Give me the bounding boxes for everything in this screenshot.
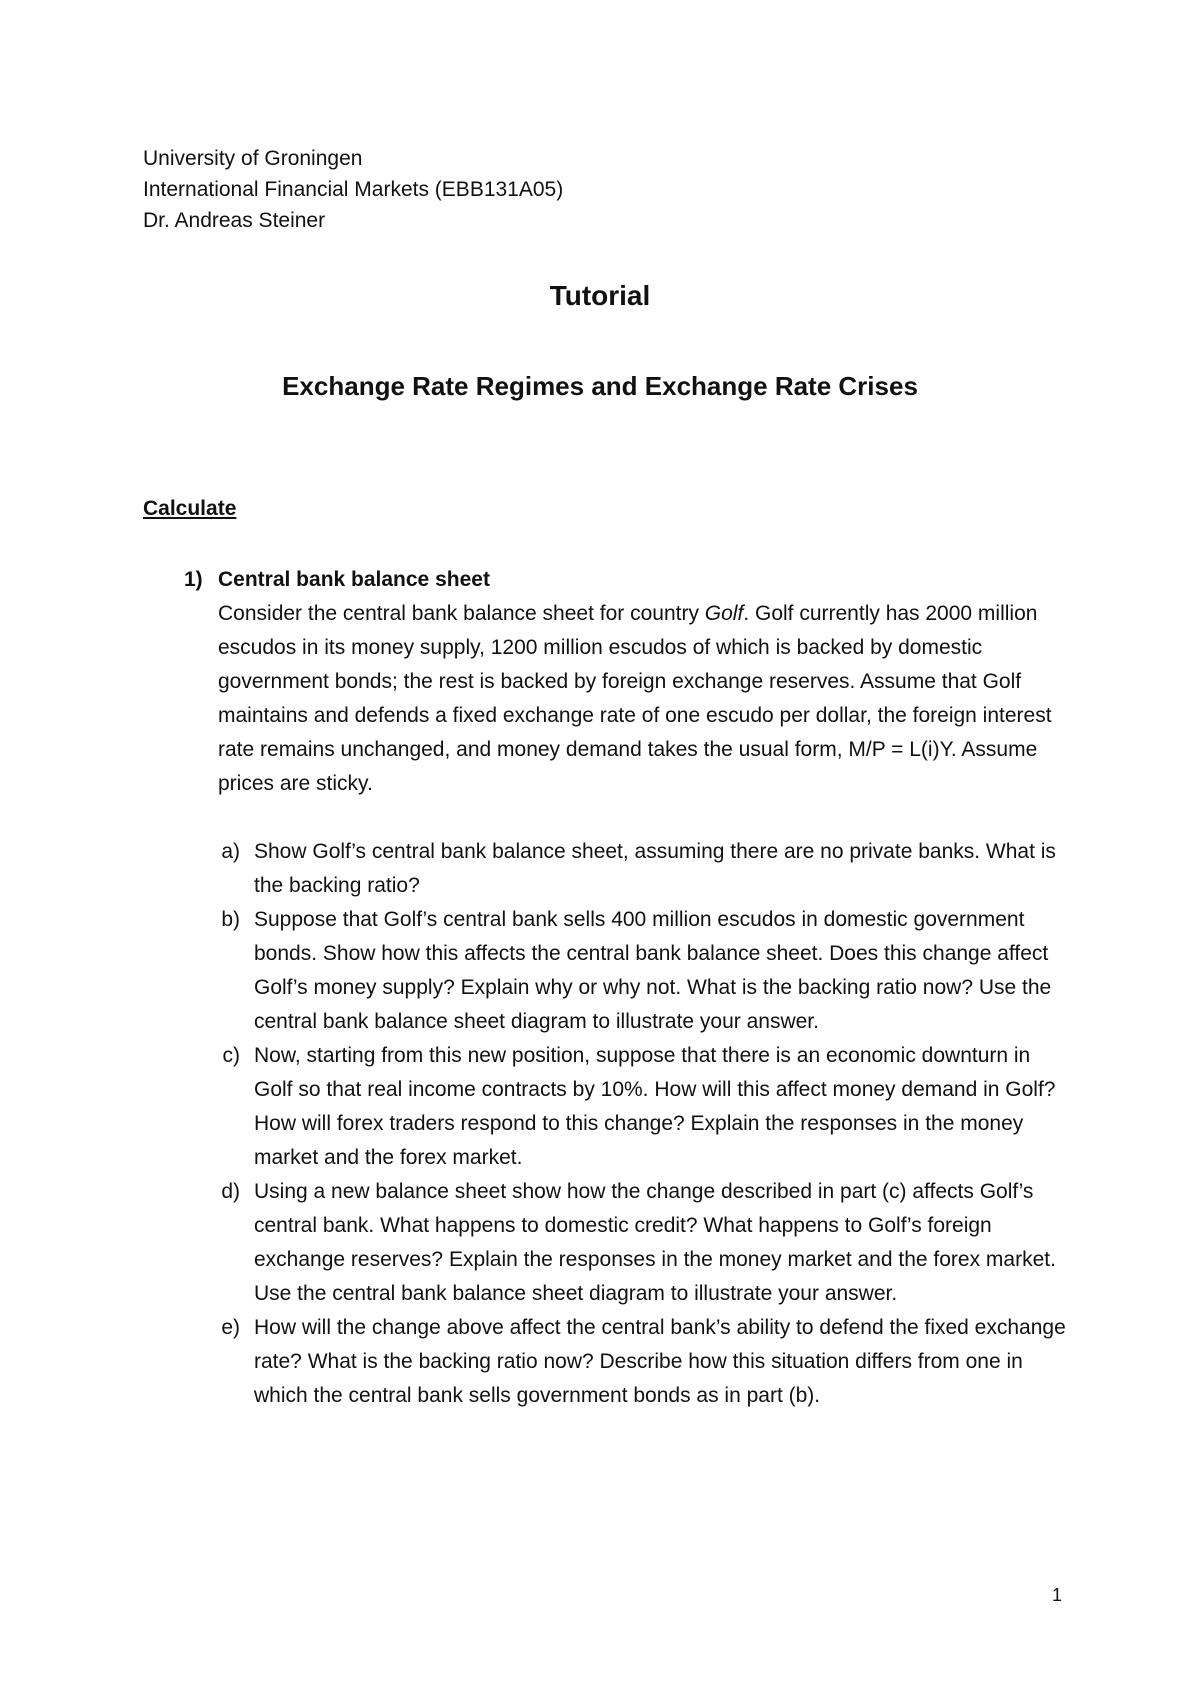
country-name: Golf [704, 602, 744, 625]
part-label: a) [221, 840, 240, 863]
university-name: University of Groningen [143, 147, 363, 170]
part-label: e) [221, 1316, 240, 1339]
document-subtitle: Exchange Rate Regimes and Exchange Rate Crises [282, 371, 918, 401]
question-part-e [143, 1311, 1083, 1413]
question-part-a [143, 835, 1083, 903]
part-text: Suppose that Golf’s central bank sells 400 million escudos in domestic government bonds. Show how this affects the central bank balance sheet. Does this change affect Golf’s money supply? Explain why or why not. What is the backing ratio now? Use the central bank balance sheet diagram to illustrate your answer. [254, 908, 1052, 1033]
part-label: b) [221, 908, 240, 931]
question-body-start: Consider the central bank balance sheet for country [218, 602, 705, 625]
question-body [218, 597, 1078, 801]
document-title: Tutorial [549, 280, 651, 311]
question-title: Central bank balance sheet [218, 568, 490, 591]
part-label: d) [221, 1180, 240, 1203]
question-number: 1) [184, 568, 203, 591]
part-text: Using a new balance sheet show how the change described in part (c) affects Golf’s central bank. What happens to domestic credit? What happens to Golf’s foreign exchange reserves? Explain the responses in the money market and the forex market. Use the central bank balance sheet diagram to illustrate your answer. [254, 1180, 1056, 1305]
question-heading [143, 563, 1083, 597]
part-text: Now, starting from this new position, suppose that there is an economic downturn in Golf so that real income contracts by 10%. How will this affect money demand in Golf? How will forex traders respond to this change? Explain the responses in the money market and the forex market. [254, 1044, 1056, 1169]
question-body-rest: . Golf currently has 2000 million escudos in its money supply, 1200 million escudos of which is backed by domestic government bonds; the rest is backed by foreign exchange reserves. Assume that Golf maintains and defends a fixed exchange rate of one escudo per dollar, the foreign interest rate remains unchanged, and money demand takes the usual form, M/P = L(i)Y. Assume prices are sticky. [218, 602, 1052, 795]
author-name: Dr. Andreas Steiner [143, 209, 326, 232]
question-number-wrap [143, 563, 218, 597]
question-part-d [143, 1175, 1083, 1311]
part-label: c) [222, 1044, 240, 1067]
course-name: International Financial Markets (EBB131A05) [143, 178, 564, 201]
part-text: How will the change above affect the central bank’s ability to defend the fixed exchange rate? What is the backing ratio now? Describe how this situation differs from one in which the central bank sells government bonds as in part (b). [254, 1316, 1066, 1407]
page-number: 1 [1052, 1585, 1063, 1605]
question-parts-list [143, 835, 1083, 1413]
question-1 [143, 563, 1083, 1413]
question-part-b [143, 903, 1083, 1039]
document-header [143, 143, 563, 236]
question-part-c [143, 1039, 1083, 1175]
part-text: Show Golf’s central bank balance sheet, assuming there are no private banks. What is the backing ratio? [254, 840, 1056, 897]
section-heading: Calculate [143, 497, 237, 520]
